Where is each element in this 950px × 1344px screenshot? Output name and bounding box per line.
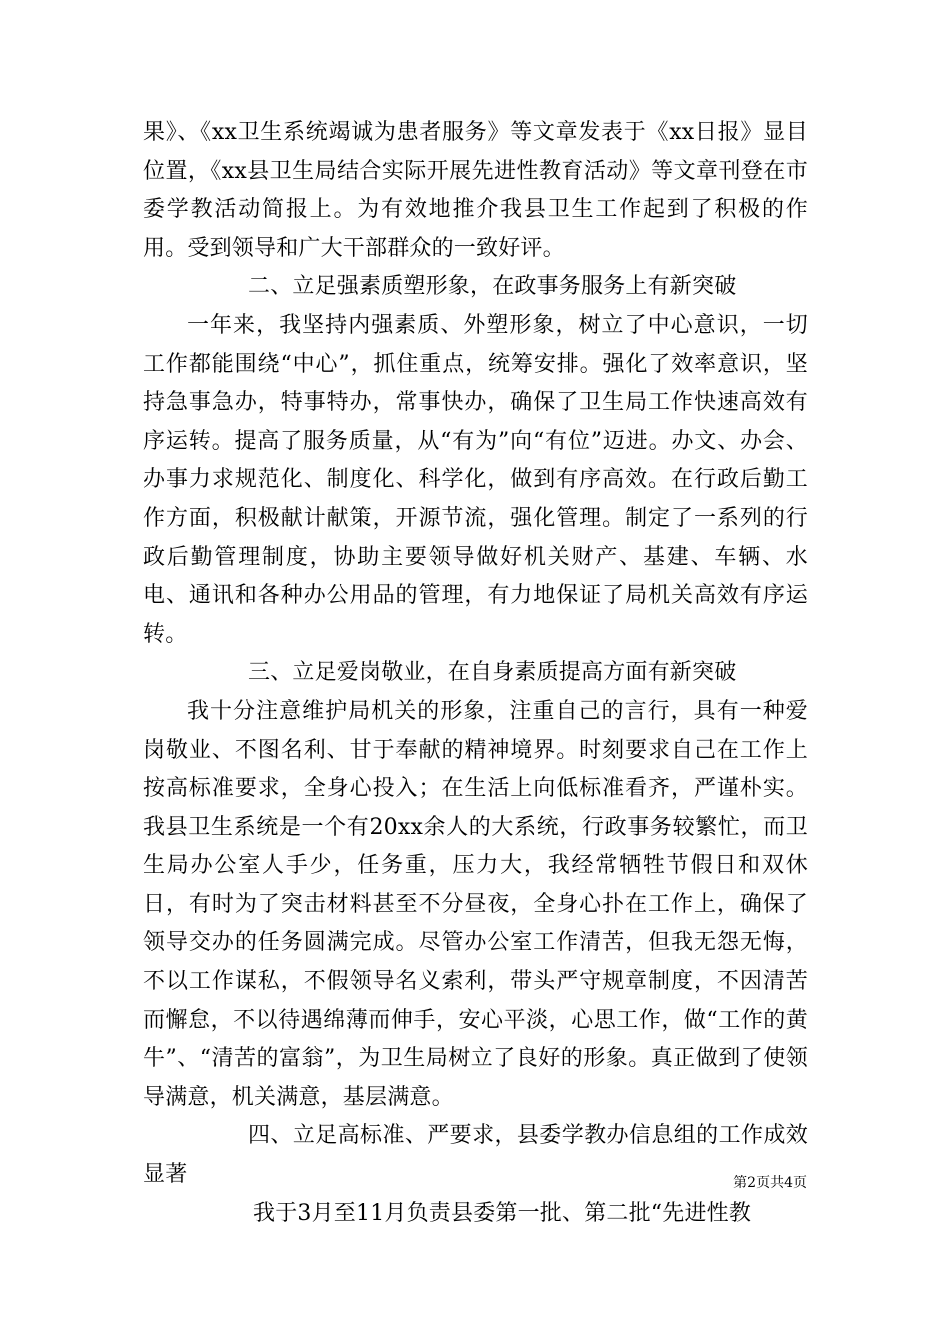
body-paragraph: 我十分注意维护局机关的形象，注重自己的言行，具有一种爱岗敬业、不图名利、甘于奉献的精神境界。时刻要求自己在工作上按高标准要求，全身心投入；在生活上向低标准看齐，严谨朴实。我县卫生系统是一个有20xx余人的大系统，行政事务较繁忙，而卫生局办公室人手少，任务重，压力大，我经常牺牲节假日和双休日，有时为了突击材料甚至不分昼夜，全身心扑在工作上，确保了领导交办的任务圆满完成。尽管办公室工作清苦，但我无怨无悔，不以工作谋私，不假领导名义索利，带头严守规章制度，不因清苦而懈怠，不以待遇绵薄而伸手，安心平淡，心思工作，做“工作的黄牛”、“清苦的富翁”，为卫生局树立了良好的形象。真正做到了使领导满意，机关满意，基层满意。 bbox=[143, 698, 808, 1110]
body-paragraph: 果》、《xx卫生系统竭诚为患者服务》等文章发表于《xx日报》显目位置，《xx县卫生局结合实际开展先进性教育活动》等文章刊登在市委学教活动简报上。为有效地推介我县卫生工作起到了积极的作用。受到领导和广大干部群众的一致好评。 bbox=[143, 120, 808, 261]
body-paragraph: 一年来，我坚持内强素质、外塑形象，树立了中心意识，一切工作都能围绕“中心”，抓住重点，统筹安排。强化了效率意识，坚持急事急办，特事特办，常事快办，确保了卫生局工作快速高效有序运转。提高了服务质量，从“有为”向“有位”迈进。办文、办会、办事力求规范化、制度化、科学化，做到有序高效。在行政后勤工作方面，积极献计献策，开源节流，强化管理。制定了一系列的行政后勤管理制度，协助主要领导做好机关财产、基建、车辆、水电、通讯和各种办公用品的管理，有力地保证了局机关高效有序运转。 bbox=[143, 312, 808, 647]
document-body bbox=[143, 114, 808, 1233]
section-heading: 三、立足爱岗敬业，在自身素质提高方面有新突破 bbox=[248, 660, 737, 686]
body-paragraph: 我于3月至11月负责县委第一批、第二批“先进性教 bbox=[253, 1200, 752, 1226]
section-heading: 二、立足强素质塑形象，在政事务服务上有新突破 bbox=[248, 274, 737, 300]
section-heading: 四、立足高标准、严要求，县委学教办信息组的工作成效显著 bbox=[143, 1123, 808, 1188]
page-number: 第2页共4页 bbox=[733, 1175, 807, 1191]
